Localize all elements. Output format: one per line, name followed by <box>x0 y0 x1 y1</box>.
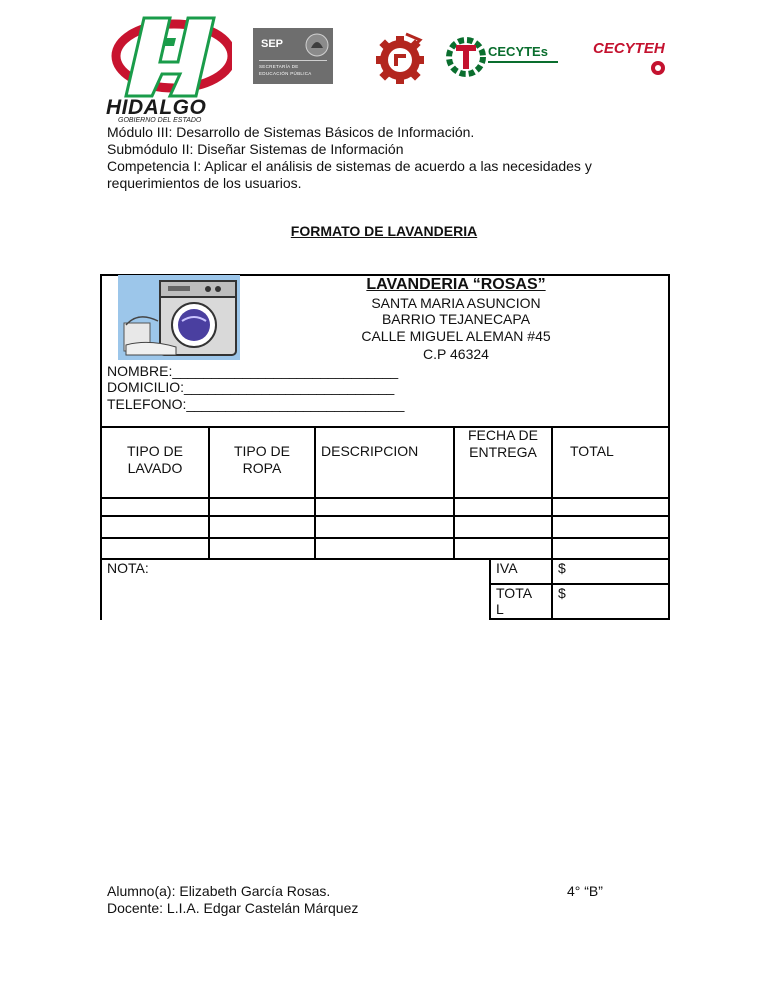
nombre-field[interactable]: NOMBRE:_____________________________ <box>107 363 399 379</box>
business-postal-code: C.P 46324 <box>423 346 489 362</box>
cecyteh-gear-icon <box>648 58 668 78</box>
mexican-eagle-icon <box>305 32 329 58</box>
domicilio-field[interactable]: DOMICILIO:___________________________ <box>107 379 395 395</box>
course-header <box>107 124 592 192</box>
sep-wordmark: SEP <box>261 38 284 50</box>
sep-subtitle: SECRETARÍA DE EDUCACIÓN PÚBLICA <box>259 64 312 76</box>
dgeti-logo <box>374 30 426 86</box>
washing-machine-icon <box>118 275 240 360</box>
telefono-field[interactable]: TELEFONO:____________________________ <box>107 396 405 412</box>
header-descripcion: DESCRIPCION <box>321 443 419 459</box>
table-row[interactable] <box>102 539 668 558</box>
header-tipo-ropa: TIPO DE ROPA <box>233 443 290 476</box>
total-label: TOTA L <box>496 585 533 617</box>
grupo-label: 4° “B” <box>567 883 603 899</box>
gear-icon <box>374 30 426 86</box>
cecytes-underline <box>488 61 558 63</box>
business-address-3: CALLE MIGUEL ALEMAN #45 <box>361 328 551 344</box>
header-tipo-lavado: TIPO DE LAVADO <box>126 443 183 476</box>
alumno-line: Alumno(a): Elizabeth García Rosas. <box>107 883 331 899</box>
cecytes-logo <box>446 33 560 79</box>
cecyteh-logo <box>590 32 674 84</box>
sep-divider <box>259 60 327 61</box>
business-address-1: SANTA MARIA ASUNCION <box>371 295 541 311</box>
table-row[interactable] <box>102 517 668 537</box>
hidalgo-emblem-icon <box>104 16 232 100</box>
total-value: $ <box>558 585 566 601</box>
business-name: LAVANDERIA “ROSAS” <box>366 276 546 293</box>
modulo-line: Módulo III: Desarrollo de Sistemas Básicos de Información. <box>107 124 475 140</box>
hidalgo-wordmark: HIDALGO <box>106 96 207 119</box>
header-total: TOTAL <box>570 443 614 459</box>
washing-machine-illustration <box>118 275 240 360</box>
submodulo-line: Submódulo II: Diseñar Sistemas de Información <box>107 141 404 157</box>
nota-area[interactable] <box>107 578 485 618</box>
business-address-2: BARRIO TEJANECAPA <box>381 311 531 327</box>
page-title: FORMATO DE LAVANDERIA <box>290 223 478 239</box>
docente-line: Docente: L.I.A. Edgar Castelán Márquez <box>107 900 359 916</box>
iva-label: IVA <box>496 560 518 576</box>
competencia-line-1: Competencia I: Aplicar el análisis de sistemas de acuerdo a las necesidades y <box>107 158 592 174</box>
cecytes-wordmark: CECYTEs <box>488 44 548 59</box>
cecyteh-wordmark: CECYTEH <box>593 40 665 57</box>
nota-label: NOTA: <box>107 560 149 576</box>
table-row[interactable] <box>102 499 668 515</box>
iva-value: $ <box>558 560 566 576</box>
hidalgo-subtitle: GOBIERNO DEL ESTADO <box>118 117 202 124</box>
header-fecha-entrega: FECHA DE ENTREGA <box>467 427 538 460</box>
cecytes-emblem-icon <box>446 33 490 79</box>
hidalgo-logo <box>104 16 232 126</box>
competencia-line-2: requerimientos de los usuarios. <box>107 175 302 191</box>
sep-logo <box>253 28 333 84</box>
